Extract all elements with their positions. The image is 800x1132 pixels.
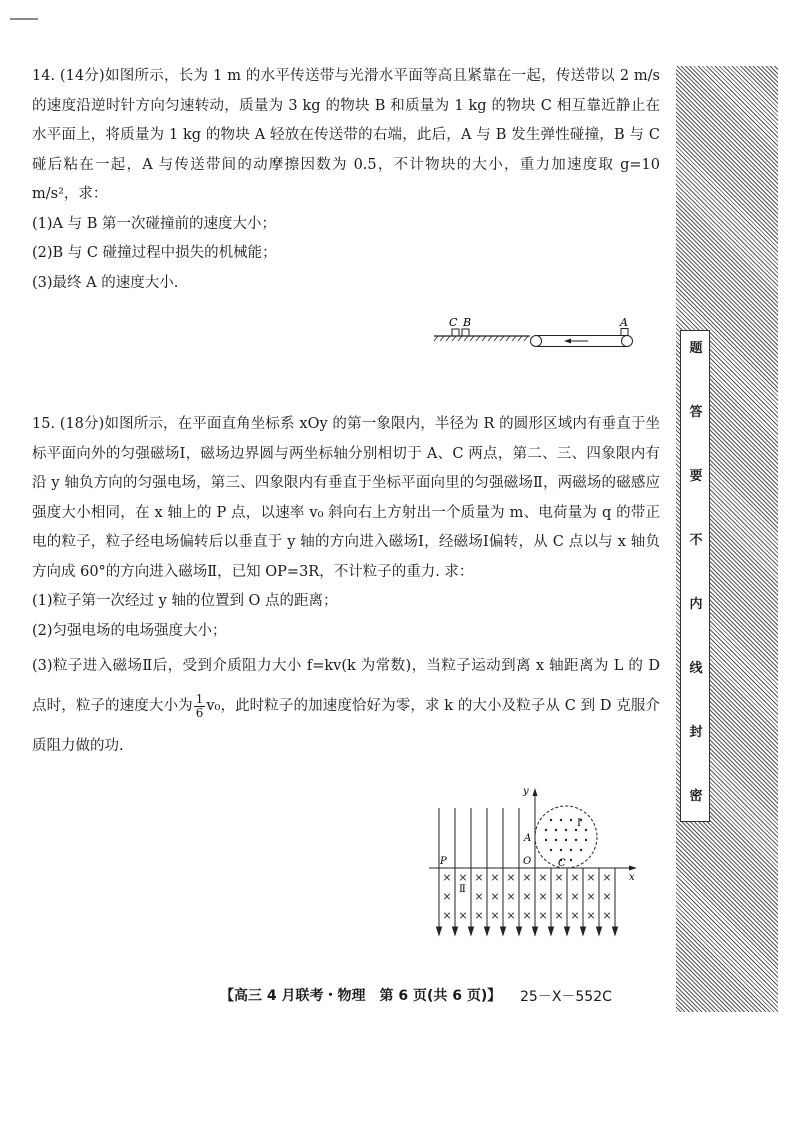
- svg-text:×: ×: [522, 909, 532, 922]
- svg-text:×: ×: [554, 890, 564, 903]
- fraction: [194, 693, 206, 720]
- label-p: P: [440, 856, 447, 867]
- svg-text:×: ×: [490, 871, 500, 884]
- top-mark: [10, 18, 38, 20]
- q14-stem: 14. (14分)如图所示，长为 1 m 的水平传送带与光滑水平面等高且紧靠在一起，传送带以 2 m/s 的速度沿逆时针方向匀速转动，质量为 3 kg 的物块 B 和质量为 1 kg 的物块 C 相互靠近静止在水平面上，将质量为 1 kg 的物块 A 轻放在传送带的右端，此后，A 与 B 发生弹性碰撞，B 与 C 碰后粘在一起，A 与传送带间的动摩擦因数为 0.5，不计物块的大小，重力加速度取 g=10 m/s²，求：: [32, 68, 660, 202]
- label-c: C: [558, 858, 566, 869]
- seal-char: 密: [689, 789, 703, 804]
- label-o: O: [523, 856, 532, 867]
- q14-sub-3: (3)最终 A 的速度大小.: [32, 274, 179, 291]
- label-y: y: [523, 786, 529, 797]
- seal-char: 线: [689, 661, 703, 676]
- q15-sub-3-b: v₀，此时粒子的加速度恰好为零，求 k 的大小及粒子从 C 到 D 克服介质阻力做的功.: [32, 698, 660, 754]
- svg-text:×: ×: [474, 871, 484, 884]
- svg-text:×: ×: [458, 909, 468, 922]
- q15-sub-3: [32, 646, 660, 766]
- label-a: A: [524, 833, 532, 844]
- left-pulley: [531, 336, 542, 347]
- svg-text:×: ×: [538, 909, 548, 922]
- q15-stem: 15. (18分)如图所示，在平面直角坐标系 xOy 的第一象限内，半径为 R 的圆形区域内有垂直于坐标平面向外的匀强磁场Ⅰ，磁场边界圆与两坐标轴分别相切于 A、C 两点，第二、三、四象限内有沿 y 轴负方向的匀强电场，第三、四象限内有垂直于坐标平面向里的匀强磁场Ⅱ，两磁场的磁感应强度大小相同，在 x 轴上的 P 点，以速率 v₀ 斜向右上方射出一个质量为 m、电荷量为 q 的带正电的粒子，粒子经电场偏转后以垂直于 y 轴的方向进入磁场Ⅰ，经磁场Ⅰ偏转，从 C 点以与 x 轴负方向成 60°的方向进入磁场Ⅱ，已知 OP=3R，不计粒子的重力. 求：: [32, 416, 660, 580]
- svg-text:×: ×: [506, 890, 516, 903]
- label-x: x: [629, 872, 635, 883]
- page-footer: 【高三 4 月联考・物理 第 6 页(共 6 页)】: [220, 988, 502, 1004]
- svg-text:×: ×: [602, 871, 612, 884]
- svg-text:×: ×: [442, 909, 452, 922]
- fraction-den: 6: [195, 705, 204, 720]
- svg-text:×: ×: [554, 871, 564, 884]
- svg-text:×: ×: [458, 871, 468, 884]
- seal-char: 封: [689, 725, 703, 740]
- q15-sub-2: (2)匀强电场的电场强度大小；: [32, 622, 227, 639]
- label-b: B: [463, 316, 472, 329]
- svg-text:×: ×: [554, 909, 564, 922]
- svg-text:×: ×: [570, 890, 580, 903]
- svg-text:×: ×: [586, 909, 596, 922]
- label-c: C: [449, 316, 458, 329]
- svg-text:×: ×: [522, 890, 532, 903]
- right-pulley: [622, 336, 633, 347]
- seal-char: 要: [689, 469, 703, 484]
- svg-text:×: ×: [586, 890, 596, 903]
- field-circle: [535, 806, 597, 868]
- block-b: [462, 329, 469, 336]
- block-a: [621, 329, 628, 336]
- binding-strip: [676, 66, 778, 1012]
- fraction-num: 1: [195, 691, 204, 706]
- q15-sub-1: (1)粒子第一次经过 y 轴的位置到 O 点的距离；: [32, 593, 338, 609]
- svg-text:×: ×: [602, 909, 612, 922]
- svg-text:×: ×: [474, 909, 484, 922]
- label-a: A: [620, 316, 628, 329]
- svg-text:×: ×: [602, 890, 612, 903]
- label-field-2: Ⅱ: [459, 884, 466, 895]
- svg-text:×: ×: [490, 909, 500, 922]
- seal-char: 答: [689, 405, 703, 420]
- q14-sub-1: (1)A 与 B 第一次碰撞前的速度大小；: [32, 215, 276, 232]
- label-field-1: Ⅰ: [577, 818, 581, 829]
- seal-char: 不: [689, 533, 703, 548]
- svg-text:×: ×: [506, 909, 516, 922]
- svg-text:×: ×: [522, 871, 532, 884]
- exam-code: 25－X－552C: [520, 989, 612, 1005]
- svg-text:×: ×: [570, 871, 580, 884]
- q14-sub-2: (2)B 与 C 碰撞过程中损失的机械能；: [32, 245, 277, 261]
- block-c: [452, 329, 459, 336]
- svg-text:×: ×: [474, 890, 484, 903]
- svg-text:×: ×: [538, 871, 548, 884]
- svg-text:×: ×: [506, 871, 516, 884]
- question-15: [32, 410, 660, 766]
- svg-text:×: ×: [442, 890, 452, 903]
- svg-text:×: ×: [490, 890, 500, 903]
- q14-figure: [430, 314, 640, 354]
- q15-sub-3-a: (3)粒子进入磁场Ⅱ后，受到介质阻力大小 f=kv(k 为常数)，当粒子运动到离 x 轴距离为 L 的 D 点时，粒子的速度大小为: [32, 658, 660, 714]
- seal-char: 题: [689, 341, 703, 356]
- svg-text:×: ×: [442, 871, 452, 884]
- svg-text:×: ×: [586, 871, 596, 884]
- svg-text:×: ×: [570, 909, 580, 922]
- seal-char: 内: [689, 597, 703, 612]
- svg-text:×: ×: [538, 890, 548, 903]
- q15-figure: [425, 782, 645, 942]
- seal-box: [680, 330, 710, 822]
- question-14: [32, 62, 660, 298]
